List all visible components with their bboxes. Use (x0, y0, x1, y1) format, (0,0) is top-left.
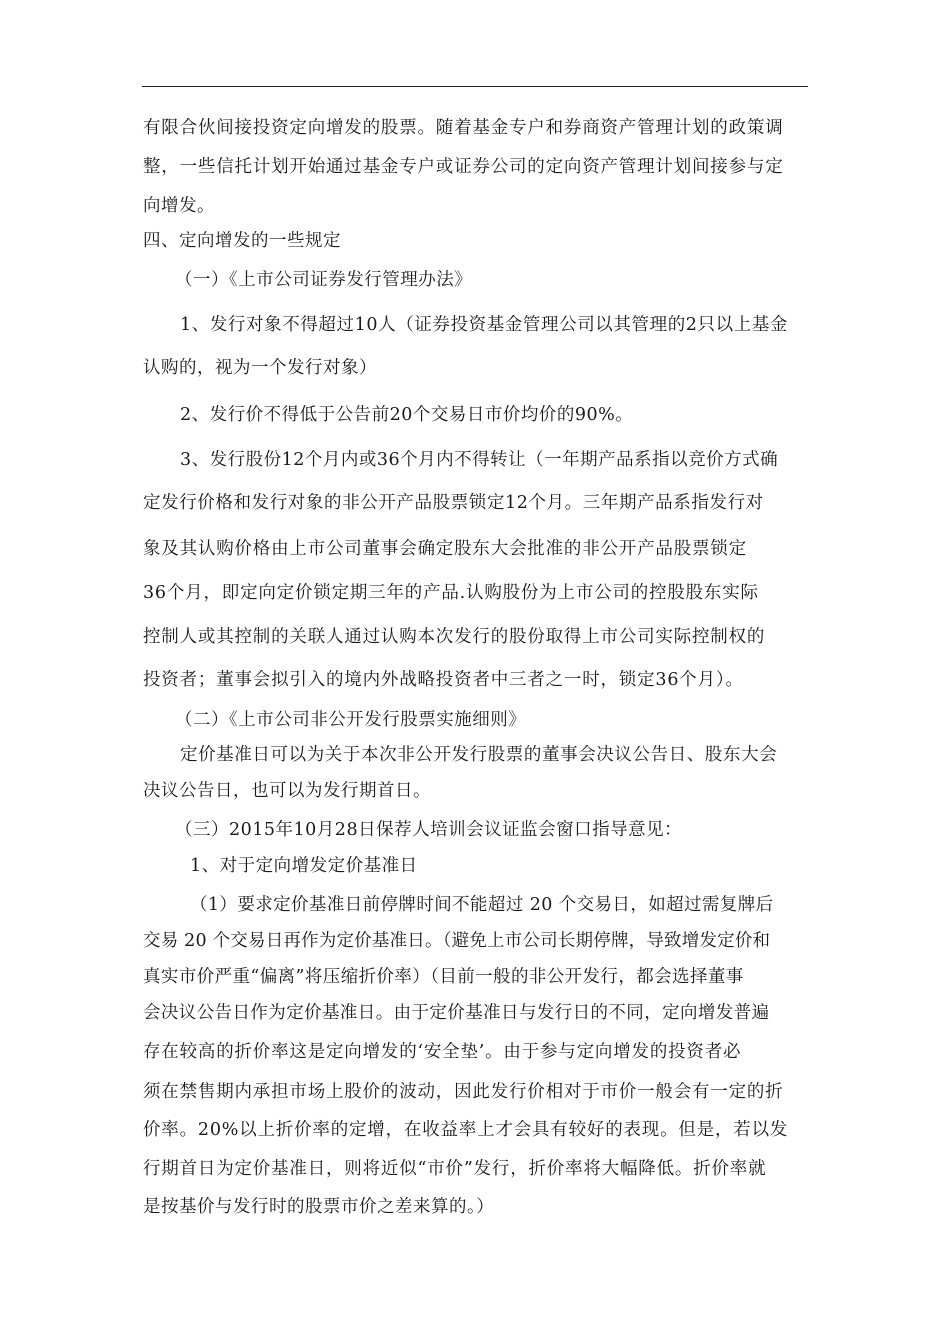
text-line: 认购的，视为一个发行对象） (143, 358, 377, 378)
text-line: 定价基准日可以为关于本次非公开发行股票的董事会决议公告日、股东大会 (180, 745, 778, 765)
subsection-heading: （一）《上市公司证券发行管理办法》 (175, 270, 473, 290)
text-line: 行期首日为定价基准日，则将近似“市价”发行，折价率将大幅降低。折价率就 (143, 1159, 767, 1179)
subsection-heading: （三）2015年10月28日保荐人培训会议证监会窗口指导意见： (175, 820, 683, 840)
header-rule (142, 86, 808, 87)
text-line: 2、发行价不得低于公告前20个交易日市价均价的90%。 (180, 405, 634, 425)
text-line: 1、对于定向增发定价基准日 (190, 856, 418, 876)
text-line: 真实市价严重“偏离”将压缩折价率）（目前一般的非公开发行，都会选择董事 (143, 967, 744, 987)
text-line: 投资者；董事会拟引入的境内外战略投资者中三者之一时，锁定36个月）。 (143, 670, 744, 690)
text-line: 3、发行股份12个月内或36个月内不得转让（一年期产品系指以竞价方式确 (180, 450, 779, 470)
text-line: 会决议公告日作为定价基准日。由于定价基准日与发行日的不同，定向增发普遍 (143, 1003, 770, 1023)
text-line: 象及其认购价格由上市公司董事会确定股东大会批准的非公开产品股票锁定 (143, 539, 747, 559)
text-line: 存在较高的折价率这是定向增发的‘安全垫’。由于参与定向增发的投资者必 (143, 1042, 742, 1062)
subsection-heading: （二）《上市公司非公开发行股票实施细则》 (175, 710, 527, 730)
section-heading: 四、定向增发的一些规定 (143, 231, 341, 251)
text-line: 向增发。 (143, 196, 215, 216)
text-line: 整，一些信托计划开始通过基金专户或证券公司的定向资产管理计划间接参与定 (143, 157, 784, 177)
text-line: 有限合伙间接投资定向增发的股票。随着基金专户和券商资产管理计划的政策调 (143, 118, 784, 138)
text-line: 须在禁售期内承担市场上股价的波动，因此发行价相对于市价一般会有一定的折 (143, 1082, 784, 1102)
text-line: （1）要求定价基准日前停牌时间不能超过 20 个交易日，如超过需复牌后 (190, 895, 774, 915)
text-line: 价率。20%以上折价率的定增，在收益率上才会具有较好的表现。但是，若以发 (143, 1120, 789, 1140)
text-line: 决议公告日，也可以为发行期首日。 (143, 781, 431, 801)
text-line: 36个月，即定向定价锁定期三年的产品.认购股份为上市公司的控股股东实际 (143, 583, 759, 603)
text-line: 定发行价格和发行对象的非公开产品股票锁定12个月。三年期产品系指发行对 (143, 493, 764, 513)
text-line: 交易 20 个交易日再作为定价基准日。（避免上市公司长期停牌，导致增发定价和 (143, 931, 771, 951)
text-line: 控制人或其控制的关联人通过认购本次发行的股份取得上市公司实际控制权的 (143, 627, 766, 647)
text-line: 1、发行对象不得超过10人（证券投资基金管理公司以其管理的2只以上基金 (180, 315, 789, 335)
text-line: 是按基价与发行时的股票市价之差来算的。） (143, 1197, 495, 1217)
